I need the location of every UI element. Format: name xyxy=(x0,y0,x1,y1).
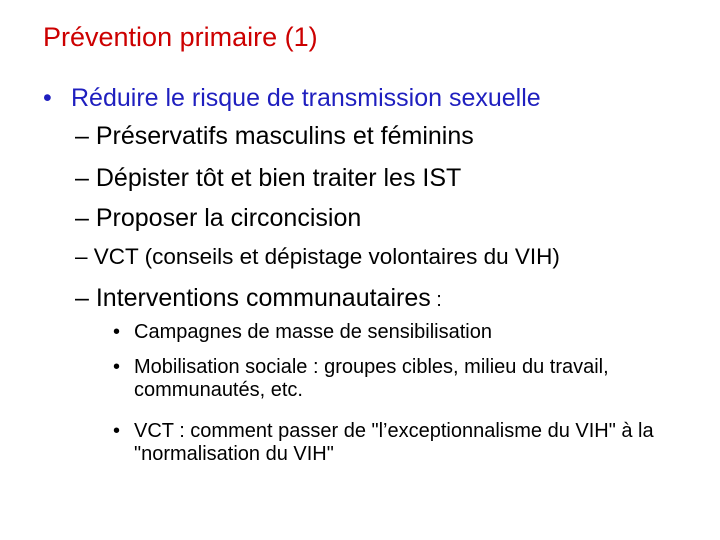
dash-item-suffix: : xyxy=(430,289,442,311)
dash-item-text: VCT (conseils et dépistage volontaires du VIH) xyxy=(93,244,560,269)
sub-bullet-marker: • xyxy=(113,321,121,343)
dash-marker: – xyxy=(75,204,89,232)
dash-item-text: Dépister tôt et bien traiter les IST xyxy=(95,164,462,192)
dash-marker: – xyxy=(75,244,88,269)
dash-item-text: Proposer la circoncision xyxy=(95,204,362,232)
main-bullet xyxy=(43,84,541,113)
dash-item-circumcision xyxy=(75,204,361,233)
sub-item-campaigns xyxy=(113,321,673,344)
dash-marker: – xyxy=(75,164,89,192)
dash-item-vct xyxy=(75,244,560,270)
sub-bullet-marker: • xyxy=(113,420,121,442)
sub-item-vct-normalisation xyxy=(113,420,673,466)
dash-marker: – xyxy=(75,284,89,312)
dash-item-text: Préservatifs masculins et féminins xyxy=(95,122,474,150)
main-bullet-text: Réduire le risque de transmission sexuelle xyxy=(71,84,541,112)
sub-item-mobilisation xyxy=(113,356,673,402)
dash-item-sti-screening xyxy=(75,164,461,193)
sub-item-text: VCT : comment passer de "l’exceptionnalisme du VIH" à la "normalisation du VIH" xyxy=(134,420,654,465)
dash-item-text: Interventions communautaires xyxy=(95,284,431,312)
sub-item-text: Mobilisation sociale : groupes cibles, milieu du travail, communautés, etc. xyxy=(134,356,609,401)
sub-bullet-marker: • xyxy=(113,356,121,378)
dash-marker: – xyxy=(75,122,89,150)
slide-title: Prévention primaire (1) xyxy=(43,22,318,52)
bullet-marker: • xyxy=(43,84,52,112)
dash-item-community xyxy=(75,284,442,313)
dash-item-condoms xyxy=(75,122,474,151)
sub-item-text: Campagnes de masse de sensibilisation xyxy=(134,321,492,343)
